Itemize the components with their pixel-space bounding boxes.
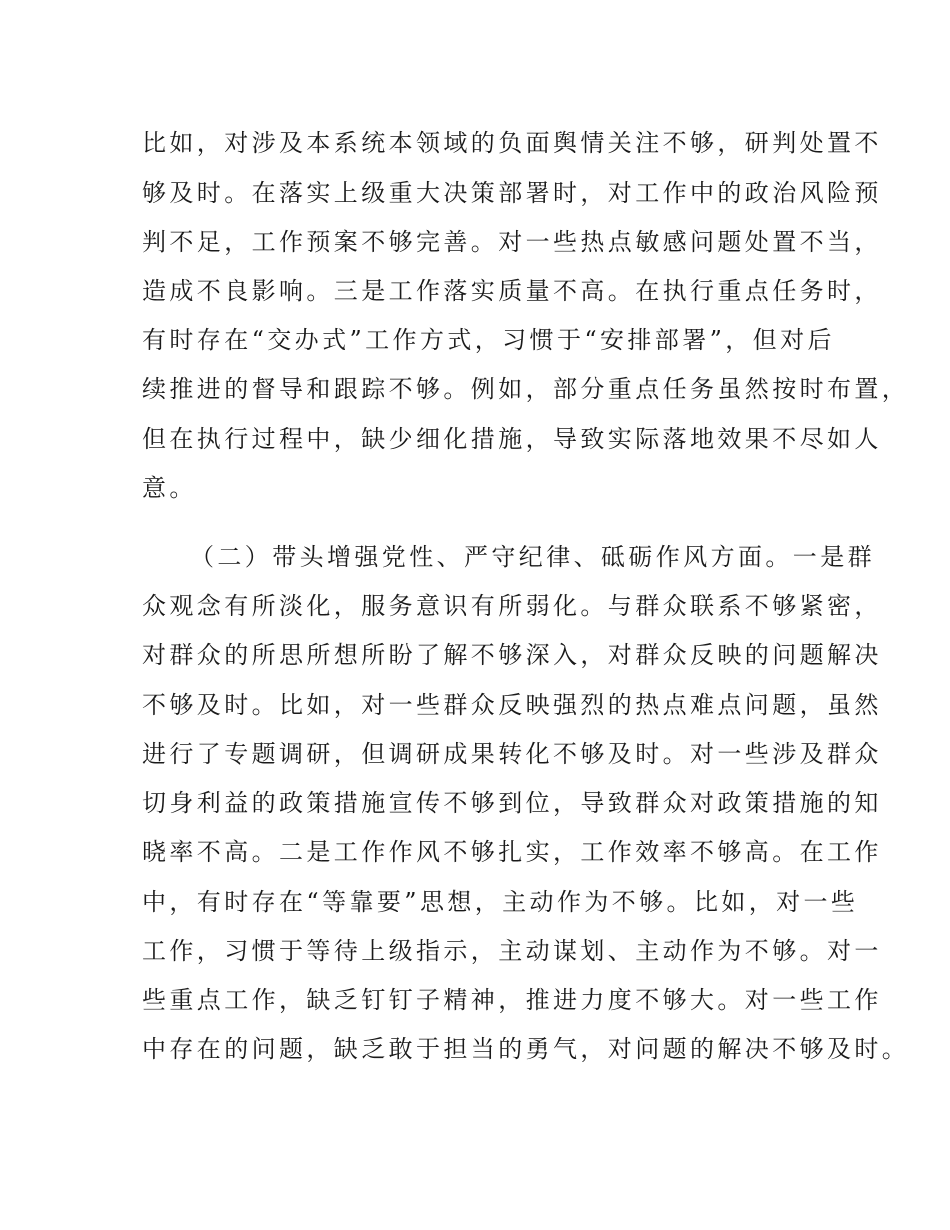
- text-line: 有时存在“交办式”工作方式，习惯于“安排部署”，但对后: [142, 326, 835, 354]
- text-line: 晓率不高。二是工作作风不够扎实，工作效率不够高。在工作: [142, 838, 882, 866]
- text-line: 中存在的问题，缺乏敢于担当的勇气，对问题的解决不够及时。: [142, 1035, 910, 1063]
- text-line: 众观念有所淡化，服务意识有所弱化。与群众联系不够紧密，: [142, 592, 882, 620]
- text-line: 续推进的督导和跟踪不够。例如，部分重点任务虽然按时布置，: [142, 375, 910, 403]
- text-line: （二）带头增强党性、严守纪律、砥砺作风方面。一是群: [190, 543, 875, 571]
- text-line: 中，有时存在“等靠要”思想，主动作为不够。比如，对一些: [142, 888, 859, 916]
- text-line: 判不足，工作预案不够完善。对一些热点敏感问题处置不当，: [142, 228, 882, 256]
- text-line: 意。: [142, 474, 197, 502]
- text-line: 工作，习惯于等待上级指示，主动谋划、主动作为不够。对一: [142, 937, 882, 965]
- text-line: 切身利益的政策措施宣传不够到位，导致群众对政策措施的知: [142, 789, 882, 817]
- text-line: 但在执行过程中，缺少细化措施，导致实际落地效果不尽如人: [142, 425, 882, 453]
- text-line: 进行了专题调研，但调研成果转化不够及时。对一些涉及群众: [142, 740, 882, 768]
- text-line: 对群众的所思所想所盼了解不够深入，对群众反映的问题解决: [142, 641, 882, 669]
- text-line: 不够及时。比如，对一些群众反映强烈的热点难点问题，虽然: [142, 691, 882, 719]
- text-line: 些重点工作，缺乏钉钉子精神，推进力度不够大。对一些工作: [142, 986, 882, 1014]
- text-line: 造成不良影响。三是工作落实质量不高。在执行重点任务时，: [142, 277, 882, 305]
- text-line: 比如，对涉及本系统本领域的负面舆情关注不够，研判处置不: [142, 129, 882, 157]
- text-line: 够及时。在落实上级重大决策部署时，对工作中的政治风险预: [142, 179, 882, 207]
